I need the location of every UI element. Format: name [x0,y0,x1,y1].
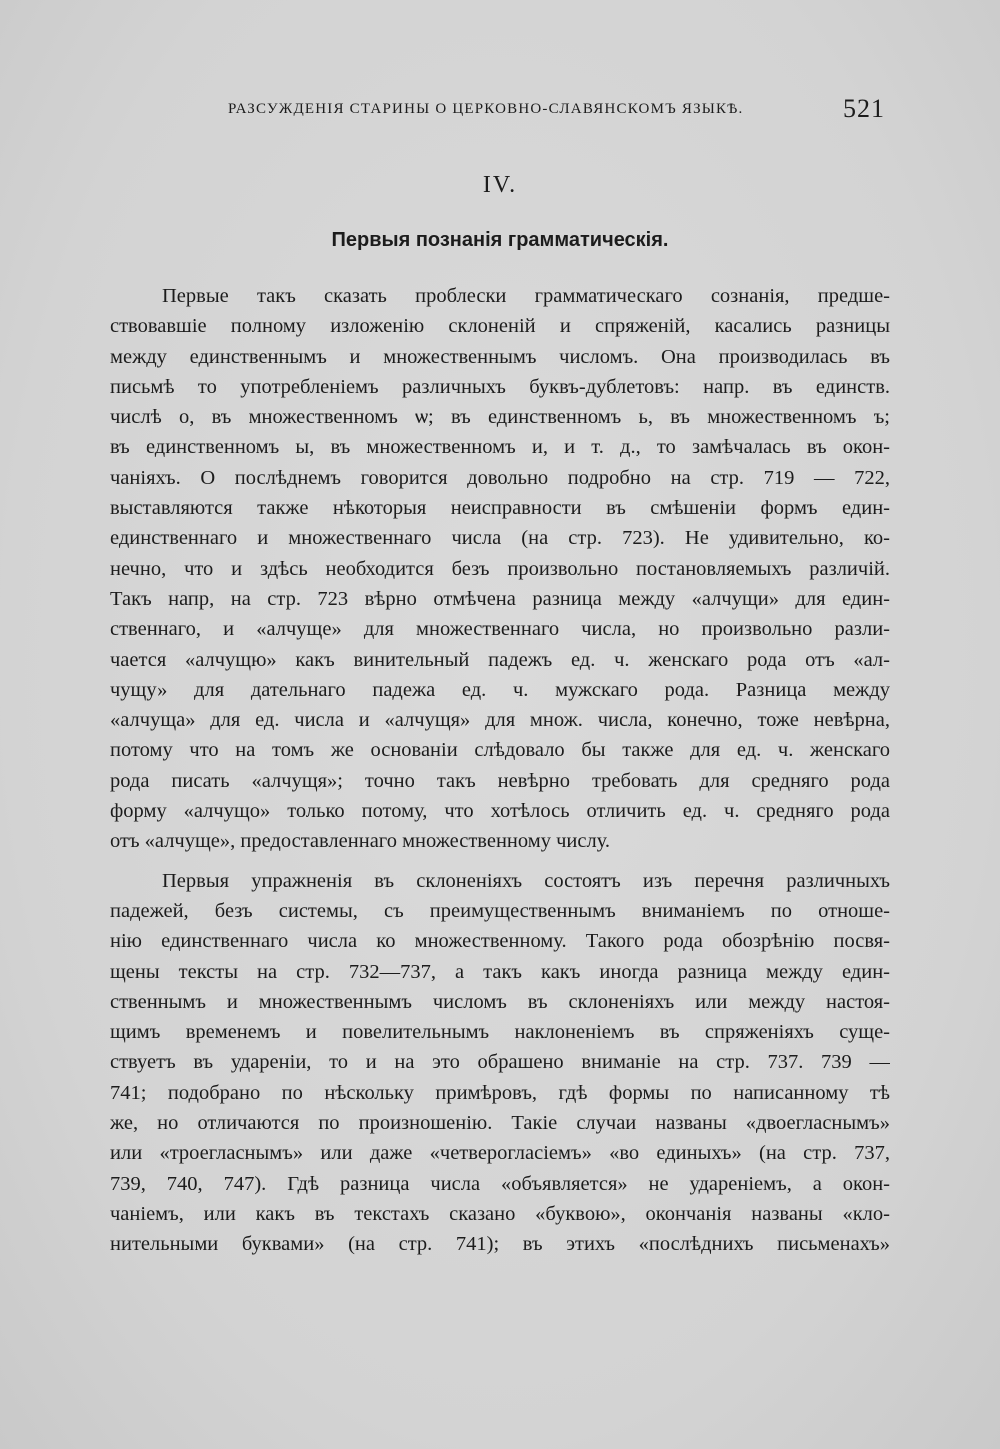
text-line: письмѣ то употребленіемъ различныхъ буквъ-дублетовъ: напр. въ единств. [110,375,890,398]
text-line: же, но отличаются по произношенію. Такіе случаи названы «двоегласнымъ» [110,1112,890,1135]
text-line: или «троегласнымъ» или даже «четверогласіемъ» «во единыхъ» (на стр. 737, [110,1142,890,1165]
text-line: чаніемъ, или какъ въ текстахъ сказано «буквою», окончанія названы «кло- [110,1202,890,1225]
text-line: ствовавшіе полному изложенію склоненій и спряженій, касались разницы [110,315,890,338]
text-line: падежей, безъ системы, съ преимущественнымъ вниманіемъ по отноше- [110,899,890,922]
text-line: чается «алчущю» какъ винительный падежъ ед. ч. женскаго рода отъ «ал- [110,648,890,671]
section-title: Первыя познанія грамматическія. [331,229,669,251]
text-line: единственнаго и множественнаго числа (на стр. 723). Не удивительно, ко- [110,527,890,550]
text-line: Первые такъ сказать проблески грамматическаго сознанія, предше- [162,285,890,307]
text-line: ственнаго, и «алчуще» для множественнаго числа, но произвольно разли- [110,618,890,641]
body-text [110,281,890,1260]
text-line: ствуетъ въ удареніи, то и на это обрашено вниманіе на стр. 737. 739 — [110,1051,890,1074]
text-line: 741; подобрано по нѣскольку примѣровъ, гдѣ формы по написанному тѣ [110,1081,890,1104]
text-line: чущу» для дательнаго падежа ед. ч. мужскаго рода. Разница между [110,678,890,701]
text-line: потому что на томъ же основаніи слѣдовало бы также для ед. ч. женскаго [110,739,890,762]
section-number: IV. [482,172,518,198]
text-line: между единственнымъ и множественнымъ числомъ. Она производилась въ [110,345,890,368]
text-line: форму «алчущо» только потому, что хотѣлось отличить ед. ч. средняго рода [110,800,890,823]
text-line: нію единственнаго числа ко множественному. Такого рода обозрѣнію посвя- [110,930,890,953]
running-title: РАЗСУЖДЕНІЯ СТАРИНЫ О ЦЕРКОВНО-СЛАВЯНСКОМЪ ЯЗЫКѢ. [228,101,744,117]
text-line: отъ «алчуще», предоставленнаго множественному числу. [110,830,611,853]
text-line: щимъ временемъ и повелительнымъ наклоненіемъ въ спряженіяхъ суще- [110,1021,890,1044]
text-line: 739, 740, 747). Гдѣ разница числа «объявляется» не удареніемъ, а окон- [110,1172,890,1195]
text-line: Такъ напр, на стр. 723 вѣрно отмѣчена разница между «алчущи» для един- [110,587,890,610]
text-line: «алчуща» для ед. числа и «алчущя» для множ. числа, конечно, тоже невѣрна, [110,709,890,732]
page-number: 521 [843,94,885,123]
text-line: нительными буквами» (на стр. 741); въ этихъ «послѣднихъ письменахъ» [110,1233,890,1256]
text-line: въ единственномъ ы, въ множественномъ и, и т. д., то замѣчалась въ окон- [110,436,890,459]
text-line: рода писать «алчущя»; точно такъ невѣрно требовать для средняго рода [110,769,890,792]
text-line: чаніяхъ. О послѣднемъ говорится довольно подробно на стр. 719 — 722, [110,466,890,489]
text-line: щены тексты на стр. 732—737, а такъ какъ иногда разница между един- [110,960,890,983]
text-line: числѣ о, въ множественномъ ѡ; въ единственномъ ь, въ множественномъ ъ; [110,406,890,429]
text-line: ственнымъ и множественнымъ числомъ въ склоненіяхъ или между настоя- [110,990,890,1013]
text-line: Первыя упражненія въ склоненіяхъ состоятъ изъ перечня различныхъ [162,869,890,892]
text-line: выставляются также нѣкоторыя неисправности въ смѣшеніи формъ един- [110,497,890,520]
text-line: нечно, что и здѣсь необходится безъ произвольно постановляемыхъ различій. [110,557,890,580]
